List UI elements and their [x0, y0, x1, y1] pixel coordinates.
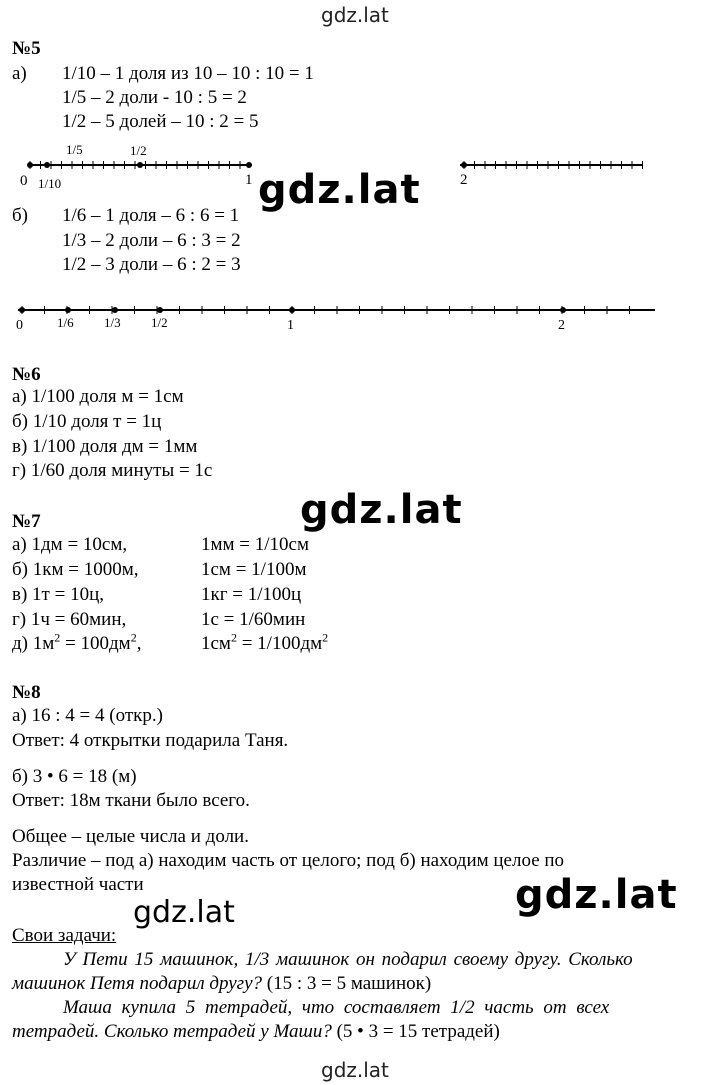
task-8-a-answer: Ответ: 4 открытки подарила Таня.: [12, 730, 289, 751]
own-task-2-line-1: Маша купила 5 тетрадей, что составляет 1/2 часть от всех: [63, 997, 610, 1018]
nl1-label-one: 1: [245, 172, 253, 188]
task-5a-label: а): [12, 63, 27, 84]
task-5b-line-3: 1/2 – 3 доли – 6 : 2 = 3: [62, 254, 241, 275]
nl1-label-fifth: 1/5: [66, 142, 83, 157]
task-7-left-a: а) 1дм = 10см,: [12, 534, 128, 555]
own-task-1-line-2: машинок Петя подарил другу? (15 : 3 = 5 машинок): [12, 973, 432, 994]
task-7-left-d: г) 1ч = 60мин,: [12, 609, 127, 630]
task-8-b-answer: Ответ: 18м ткани было всего.: [12, 790, 250, 811]
own-task-2-line-2: тетрадей. Сколько тетрадей у Маши? (5 • 3 = 15 тетрадей): [12, 1021, 500, 1042]
watermark-mid-1: gdz.lat: [258, 167, 421, 213]
watermark-mid-4: gdz.lat: [129, 895, 239, 930]
task-5b-label: б): [12, 205, 28, 226]
task-7-left-e: д) $1м^2 = 100дм^2$,: [12, 630, 142, 654]
nl2-label-third: 1/3: [104, 315, 121, 330]
nl1-label-tenth: 1/10: [38, 176, 62, 191]
task-6-line-d: г) 1/60 доля минуты = 1с: [12, 460, 213, 481]
task-6-title: №6: [12, 364, 41, 385]
task-6-line-a: а) 1/100 доля м = 1см: [12, 386, 184, 407]
task-8-title: №8: [12, 682, 41, 703]
task-7-right-a: 1мм = 1/10см: [201, 534, 309, 555]
task-5a-line-1: 1/10 – 1 доля из 10 – 10 : 10 = 1: [62, 63, 314, 84]
task-7-right-e: $1см^2 = 1/100дм^2$: [201, 630, 329, 654]
task-5-title: №5: [12, 38, 41, 59]
watermark-bottom: gdz.lat: [321, 1058, 389, 1082]
nl2-label-one: 1: [287, 318, 294, 333]
task-5b-line-2: 1/3 – 2 доли – 6 : 3 = 2: [62, 230, 241, 251]
task-8-a-solution: а) 16 : 4 = 4 (откр.): [12, 705, 163, 726]
task-7-right-b: 1см = 1/100м: [201, 559, 307, 580]
task-8-b-solution: б) 3 • 6 = 18 (м): [12, 766, 137, 787]
task-5a-line-2: 1/5 – 2 доли - 10 : 5 = 2: [62, 87, 247, 108]
nl1-label-two: 2: [460, 172, 468, 188]
task-7-left-b: б) 1км = 1000м,: [12, 559, 139, 580]
nl2-label-sixth: 1/6: [57, 315, 74, 330]
task-7-left-c: в) 1т = 10ц,: [12, 584, 104, 605]
own-tasks-title: Свои задачи:: [12, 925, 117, 946]
nl1-label-half: 1/2: [130, 143, 147, 158]
task-8-difference-2: известной части: [12, 874, 144, 895]
watermark-mid-3: gdz.lat: [515, 872, 678, 918]
nl2-label-half: 1/2: [151, 315, 168, 330]
nl1-label-zero: 0: [20, 173, 28, 189]
task-6-line-b: б) 1/10 доля т = 1ц: [12, 411, 162, 432]
task-7-right-d: 1с = 1/60мин: [201, 609, 306, 630]
task-7-title: №7: [12, 511, 41, 532]
number-line-2: [0, 296, 720, 336]
own-task-1-line-1: У Пети 15 машинок, 1/3 машинок он подарил своему другу. Сколько: [63, 949, 633, 970]
task-8-difference-1: Различие – под а) находим часть от целого; под б) находим целое по: [12, 850, 565, 871]
watermark-top: gdz.lat: [321, 3, 389, 27]
task-6-line-c: в) 1/100 доля дм = 1мм: [12, 436, 198, 457]
task-5b-line-1: 1/6 – 1 доля – 6 : 6 = 1: [62, 205, 240, 226]
task-7-right-c: 1кг = 1/100ц: [201, 584, 302, 605]
task-8-common: Общее – целые числа и доли.: [12, 826, 249, 847]
nl2-label-zero: 0: [16, 318, 23, 333]
watermark-mid-2: gdz.lat: [300, 487, 463, 533]
nl2-label-two: 2: [558, 318, 565, 333]
task-5a-line-3: 1/2 – 5 долей – 10 : 2 = 5: [62, 111, 259, 132]
